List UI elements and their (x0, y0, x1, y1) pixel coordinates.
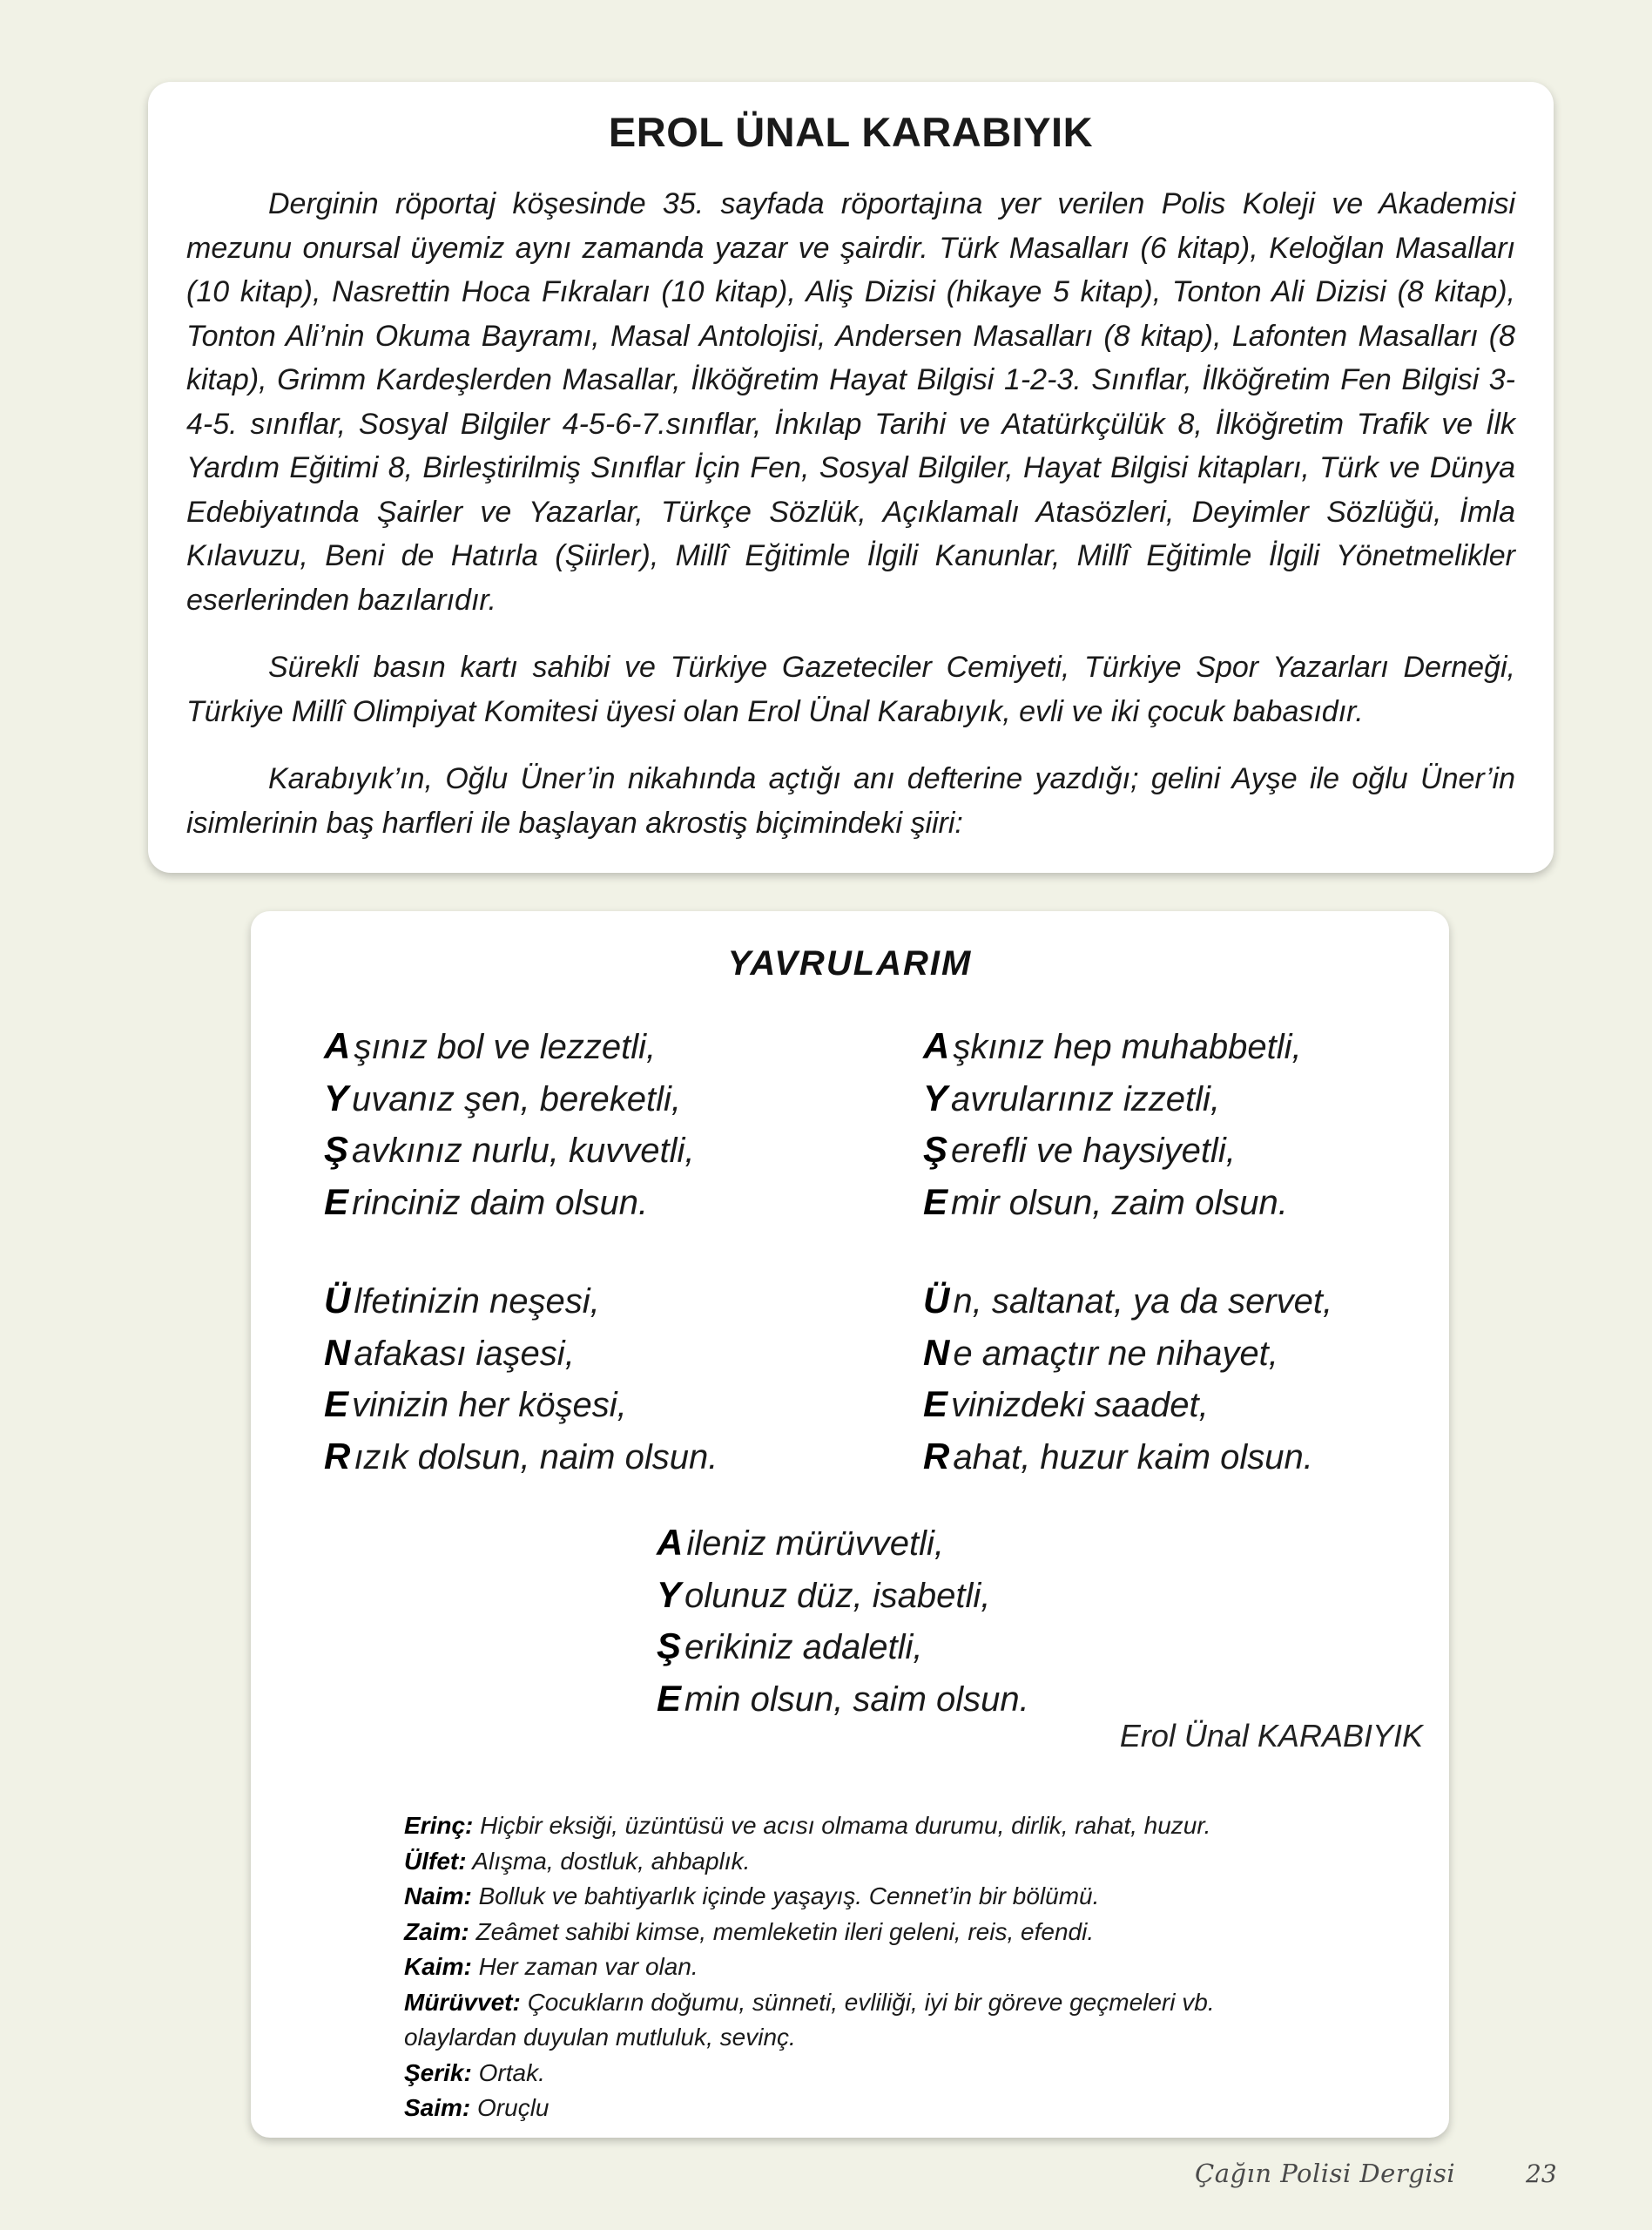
poem-line-text: min olsun, saim olsun. (684, 1679, 1029, 1719)
acrostic-letter: Y (923, 1077, 948, 1118)
acrostic-letter: A (923, 1025, 950, 1066)
article-paragraph: Sürekli basın kartı sahibi ve Türkiye Gazeteciler Cemiyeti, Türkiye Spor Yazarları Derneği, Türkiye Millî Olimpiyat Komitesi üyesi olan Erol Ünal Karabıyık, evli ve iki çocuk babasıdır. (186, 651, 1515, 728)
glossary-term: Saim: (404, 2094, 471, 2121)
poem-line (923, 1379, 1332, 1431)
poem-line (324, 1379, 718, 1431)
poem-line (923, 1431, 1332, 1483)
glossary-term: Ülfet: (404, 1847, 467, 1875)
glossary-entry (404, 1879, 1345, 1915)
poem-stanza (324, 1021, 695, 1228)
glossary-entry (404, 1950, 1345, 1985)
glossary-definition: Bolluk ve bahtiyarlık içinde yaşayış. Cennet’in bir bölümü. (478, 1882, 1100, 1909)
glossary-term: Erinç: (404, 1812, 474, 1839)
poem-line (324, 1125, 695, 1177)
poem-line-text: afakası iaşesi, (354, 1334, 575, 1373)
acrostic-letter: Ü (324, 1280, 351, 1321)
poem-line-text: avrularınız izzetli, (951, 1079, 1220, 1118)
glossary-term: Şerik: (404, 2058, 472, 2086)
glossary-definition-continued: olaylardan duyulan mutluluk, sevinç. (404, 2024, 796, 2051)
poem-line (324, 1431, 718, 1483)
poem-line (324, 1275, 718, 1328)
poem-stanza (324, 1275, 718, 1483)
article-title: EROL ÜNAL KARABIYIK (608, 109, 1094, 155)
poem-stanza (923, 1275, 1332, 1483)
poem-line (324, 1021, 695, 1073)
acrostic-letter: N (923, 1331, 950, 1373)
glossary-definition: Oruçlu (477, 2094, 550, 2121)
poem-line (923, 1275, 1332, 1328)
article-card (148, 82, 1554, 873)
acrostic-letter: Y (324, 1077, 349, 1118)
glossary-entry (404, 1844, 1345, 1880)
acrostic-letter: E (923, 1383, 948, 1424)
glossary-definition: Zeâmet sahibi kimse, memleketin ileri geleni, reis, efendi. (475, 1917, 1095, 1945)
acrostic-letter: Ş (324, 1129, 349, 1170)
poem-line-text: lfetinizin neşesi, (354, 1282, 600, 1321)
glossary-entry (404, 2091, 1345, 2126)
poem-line (657, 1621, 1029, 1673)
poem-line-text: ileniz mürüvvetli, (686, 1524, 944, 1563)
acrostic-letter: Ş (657, 1625, 682, 1666)
acrostic-letter: E (324, 1180, 349, 1222)
poem-line (324, 1177, 695, 1229)
glossary (404, 1808, 1345, 2126)
poem-line-text: e amaçtır ne nihayet, (953, 1334, 1278, 1373)
poem-line (324, 1073, 695, 1125)
article-paragraph: Derginin röportaj köşesinde 35. sayfada röportajına yer verilen Polis Koleji ve Akademisi mezunu onursal üyemiz aynı zamanda yazar ve şairdir. Türk Masalları (6 kitap), Keloğlan Masalları (10 kitap), Nasrettin Hoca Fıkraları (10 kitap), Aliş Dizisi (hikaye 5 kitap), Tonton Ali Dizisi (8 kitap), Tonton Ali’nin Okuma Bayramı, Masal Antolojisi, Andersen Masalları (8 kitap), Lafonten Masalları (8 kitap), Grimm Kardeşlerden Masallar, İlköğretim Hayat Bilgisi 1-2-3. Sınıflar, İlköğretim Fen Bilgisi 3-4-5. sınıflar, Sosyal Bilgiler 4-5-6-7.sınıflar, İnkılap Tarihi ve Atatürkçülük 8, İlköğretim Trafik ve İlk Yardım Eğitimi 8, Birleştirilmiş Sınıflar İçin Fen, Sosyal Bilgiler, Hayat Bilgisi kitapları, Türk ve Dünya Edebiyatında Şairler ve Yazarlar, Türkçe Sözlük, Açıklamalı Atasözleri, Deyimler Sözlüğü, İmla Kılavuzu, Beni de Hatırla (Şiirler), Millî Eğitimle İlgili Kanunlar, Millî Eğitimle İlgili Yönetmelikler eserlerinden bazılarıdır. (186, 187, 1515, 617)
acrostic-letter: R (324, 1435, 351, 1477)
glossary-entry (404, 1985, 1345, 2021)
poem-line-text: olunuz düz, isabetli, (684, 1576, 991, 1615)
glossary-term: Naim: (404, 1882, 472, 1909)
glossary-entry (404, 1915, 1345, 1950)
poem-line-text: uvanız şen, bereketli, (352, 1079, 682, 1118)
acrostic-letter: E (923, 1180, 948, 1222)
magazine-name: Çağın Polisi Dergisi (1195, 2159, 1456, 2188)
glossary-definition: Ortak. (478, 2058, 545, 2086)
poem-line (923, 1328, 1332, 1380)
poem-stanza (657, 1517, 1029, 1725)
poem-line (923, 1021, 1302, 1073)
glossary-term: Kaim: (404, 1953, 472, 1980)
poem-line (923, 1073, 1302, 1125)
poem-title: YAVRULARIM (727, 944, 973, 983)
poem-line (923, 1125, 1302, 1177)
poem-line (657, 1673, 1029, 1726)
acrostic-letter: Y (657, 1573, 682, 1615)
poem-line-text: erefli ve haysiyetli, (951, 1132, 1236, 1170)
acrostic-letter: Ü (923, 1280, 950, 1321)
poem-card (251, 911, 1449, 2138)
poem-line-text: n, saltanat, ya da servet, (953, 1282, 1333, 1321)
acrostic-letter: E (324, 1383, 349, 1424)
poem-line-text: şkınız hep muhabbetli, (953, 1028, 1302, 1066)
glossary-definition: Alışma, dostluk, ahbaplık. (472, 1847, 751, 1875)
poem-line-text: ızık dolsun, naim olsun. (354, 1437, 718, 1477)
glossary-term: Mürüvvet: (404, 1988, 521, 2016)
poem-signature: Erol Ünal KARABIYIK (1119, 1718, 1423, 1754)
poem-line-text: ahat, huzur kaim olsun. (953, 1437, 1313, 1477)
acrostic-letter: Ş (923, 1129, 948, 1170)
acrostic-letter: N (324, 1331, 351, 1373)
poem-line-text: vinizdeki saadet, (951, 1386, 1209, 1424)
poem-line-text: şınız bol ve lezzetli, (354, 1028, 657, 1066)
poem-line (657, 1517, 1029, 1570)
poem-line-text: erikiniz adaletli, (684, 1628, 923, 1666)
poem-stanza (923, 1021, 1302, 1228)
article-paragraph: Karabıyık’ın, Oğlu Üner’in nikahında açtığı anı defterine yazdığı; gelini Ayşe ile oğlu Üner’in isimlerinin baş harfleri ile başlayan akrostiş biçimindeki şiiri: (186, 762, 1515, 840)
acrostic-letter: A (657, 1522, 684, 1563)
glossary-entry (404, 2056, 1345, 2091)
glossary-definition: Her zaman var olan. (478, 1953, 698, 1980)
poem-line (324, 1328, 718, 1380)
acrostic-letter: A (324, 1025, 351, 1066)
acrostic-letter: E (657, 1677, 682, 1719)
glossary-entry (404, 1808, 1345, 1844)
poem-line (923, 1177, 1302, 1229)
glossary-definition: Hiçbir eksiği, üzüntüsü ve acısı olmama durumu, dirlik, rahat, huzur. (480, 1812, 1211, 1839)
poem-line-text: rinciniz daim olsun. (352, 1183, 649, 1222)
page-number: 23 (1526, 2159, 1557, 2188)
poem-line (657, 1570, 1029, 1622)
glossary-definition: Çocukların doğumu, sünneti, evliliği, iyi bir göreve geçmeleri vb. (527, 1988, 1215, 2016)
glossary-term: Zaim: (404, 1917, 469, 1945)
acrostic-letter: R (923, 1435, 950, 1477)
poem-line-text: avkınız nurlu, kuvvetli, (352, 1132, 695, 1170)
poem-line-text: mir olsun, zaim olsun. (951, 1183, 1288, 1222)
poem-line-text: vinizin her köşesi, (352, 1386, 627, 1424)
